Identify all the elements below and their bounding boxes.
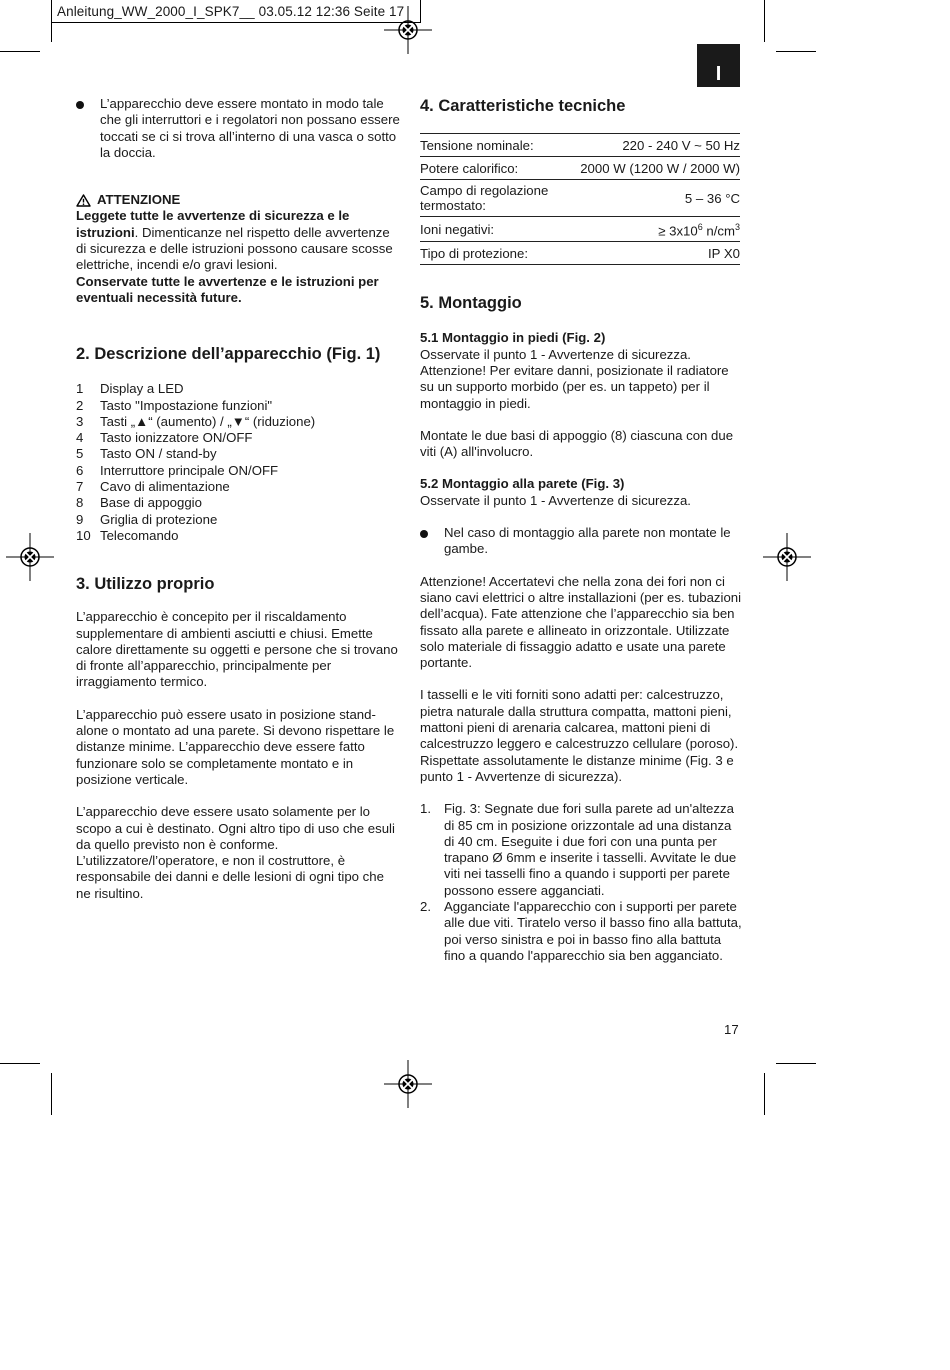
- registration-mark-icon: [763, 533, 811, 581]
- spec-label: Ioni negativi:: [420, 217, 580, 242]
- step-text: Fig. 3: Segnate due fori sulla parete ad un'altezza di 85 cm in posizione orizzontale ad una distanza di 40 cm. Eseguite i due fori con una punta per trapano Ø 6mm e inserite i tasselli. Avvitate le due viti nei tasselli fino a quando i supporti per parete possono essere agganciati.: [444, 801, 737, 898]
- step-number: 1.: [420, 801, 431, 817]
- spec-value: IP X0: [580, 242, 740, 265]
- warning-bold-text: Leggete tutte le avvertenze di sicurezza e le istruzioni: [76, 208, 350, 240]
- component-label: Griglia di protezione: [100, 511, 218, 527]
- component-number: 2: [76, 397, 84, 413]
- component-label: Display a LED: [100, 381, 184, 397]
- section-2-title: 2. Descrizione dell’apparecchio (Fig. 1): [76, 345, 381, 364]
- registration-mark-icon: [384, 6, 432, 54]
- component-list-item: [76, 446, 401, 462]
- file-header: Anleitung_WW_2000_I_SPK7__ 03.05.12 12:36 Seite 17: [57, 4, 405, 19]
- component-list-item: [76, 528, 401, 544]
- subsection-5-2-paragraph: I tasselli e le viti forniti sono adatti per: calcestruzzo, pietra naturale dalla struttura compatta, mattoni pieni, mattoni pieni di arenaria calcarea, mattoni pieni di calcestruzzo leggero e calcestruzzo cellulare (poroso). Rispettate assolutamente le distanze minime (Fig. 3 e punto 1 - Avvertenze di sicurezza).: [420, 687, 739, 784]
- component-label: Tasti „▲“ (aumento) / „▼“ (riduzione): [100, 413, 316, 429]
- language-tab-label: I: [715, 62, 722, 85]
- spec-label: Tipo di protezione:: [420, 242, 580, 265]
- crop-mark: [764, 0, 765, 42]
- component-list-item: [76, 495, 401, 511]
- crop-mark: [764, 1073, 765, 1115]
- component-list-item: [76, 512, 401, 528]
- component-number: 1: [76, 381, 84, 397]
- spec-value: 220 - 240 V ~ 50 Hz: [580, 134, 740, 157]
- step-number: 2.: [420, 899, 431, 914]
- step-text: Agganciate l'apparecchio con i supporti per parete alle due viti. Tiratelo verso il basso fino alla battuta, poi verso sinistra e poi in basso fino alla battuta fino a quando l'apparecchio sia ben agganciato.: [444, 899, 742, 963]
- warning-title: [76, 192, 401, 208]
- component-number: 6: [76, 462, 84, 478]
- page-number: 17: [724, 1022, 739, 1037]
- spec-table: [420, 133, 740, 265]
- spec-value-exponent: 6: [697, 222, 703, 232]
- spec-value: [580, 217, 740, 242]
- subsection-5-1-paragraph: Osservate il punto 1 - Avvertenze di sicurezza. Attenzione! Per evitare danni, posizionate il radiatore su un supporto morbido (per es. un tappeto) per il montaggio in piedi.: [420, 346, 729, 411]
- section-4-title: 4. Caratteristiche tecniche: [420, 97, 626, 115]
- section-5-title: 5. Montaggio: [420, 294, 522, 313]
- warning-block: [76, 192, 401, 306]
- component-label: Tasto "Impostazione funzioni": [100, 397, 273, 413]
- subsection-5-1-paragraph: Montate le due basi di appoggio (8) ciascuna con due viti (A) all'involucro.: [420, 427, 734, 460]
- registration-mark-icon: [384, 1060, 432, 1108]
- component-list-item: [76, 414, 401, 430]
- spec-value-unit-exponent: 3: [734, 222, 740, 232]
- component-number: 5: [76, 446, 84, 462]
- component-label: Tasto ionizzatore ON/OFF: [100, 430, 253, 446]
- language-tab: [697, 44, 740, 87]
- subsection-5-2-paragraph: Osservate il punto 1 - Avvertenze di sicurezza.: [420, 492, 691, 508]
- spec-row: [420, 180, 740, 217]
- spec-row: [420, 134, 740, 157]
- spec-value: 5 – 36 °C: [580, 180, 740, 217]
- section-3-paragraph: L’apparecchio è concepito per il riscaldamento supplementare di ambienti asciutti e chiusi. Emette calore direttamente su oggetti e persone che si trovano di fronte all’apparecchio, principalmente per irraggiamento termico.: [76, 609, 398, 690]
- mounting-step: [420, 801, 742, 899]
- spec-row: [420, 217, 740, 242]
- subsection-5-1-title: 5.1 Montaggio in piedi (Fig. 2): [420, 330, 606, 346]
- spec-value-unit: n/cm: [702, 223, 735, 239]
- component-label: Telecomando: [100, 527, 179, 543]
- component-label: Tasto ON / stand-by: [100, 446, 217, 462]
- section-3-paragraph: L’apparecchio deve essere usato solamente per lo scopo a cui è destinato. Ogni altro tipo di uso che esuli da quello previsto non è conforme. L’utilizzatore/l’operatore, e non il costruttore, è responsabile dei danni e delle lesioni di ogni tipo che ne risultino.: [76, 804, 395, 901]
- crop-mark: [51, 1073, 52, 1115]
- mounting-steps-list: [420, 801, 742, 964]
- warning-body-text: . Dimenticanze nel rispetto delle avvertenze di sicurezza e delle istruzioni possono causare scosse elettriche, incendi e/o gravi lesioni.: [76, 224, 393, 273]
- spec-label: Tensione nominale:: [420, 134, 580, 157]
- section-3-paragraph: L’apparecchio può essere usato in posizione stand-alone o montato ad una parete. Si devono rispettare le distanze minime. L’apparecchio deve essere fatto funzionare solo se completamente montato e in posizione verticale.: [76, 706, 395, 787]
- crop-mark: [0, 1063, 40, 1064]
- component-label: Cavo di alimentazione: [100, 479, 230, 495]
- warning-text: [76, 208, 401, 273]
- warning-triangle-icon: [76, 194, 91, 207]
- component-list: [76, 381, 401, 544]
- crop-mark: [776, 1063, 816, 1064]
- component-list-item: [76, 430, 401, 446]
- component-number: 7: [76, 479, 84, 495]
- spec-value: 2000 W (1200 W / 2000 W): [580, 157, 740, 180]
- component-number: 3: [76, 413, 84, 429]
- spec-value-base: ≥ 3x10: [658, 223, 698, 239]
- component-number: 4: [76, 430, 84, 446]
- component-label: Base di appoggio: [100, 495, 202, 511]
- section-3-title: 3. Utilizzo proprio: [76, 575, 215, 594]
- spec-row: [420, 242, 740, 265]
- spec-label: Campo di regolazione termostato:: [420, 180, 580, 217]
- component-list-item: [76, 381, 401, 397]
- component-number: 10: [76, 527, 91, 543]
- right-column: [420, 96, 742, 964]
- warning-title-text: ATTENZIONE: [97, 192, 181, 208]
- crop-mark: [51, 0, 52, 42]
- spec-row: [420, 157, 740, 180]
- registration-mark-icon: [6, 533, 54, 581]
- spec-label: Potere calorifico:: [420, 157, 580, 180]
- crop-mark: [0, 51, 40, 52]
- component-number: 8: [76, 495, 84, 511]
- subsection-5-2-paragraph: Attenzione! Accertatevi che nella zona dei fori non ci siano cavi elettrici o altre installazioni (per es. tubazioni dell’acqua). Fate attenzione che l’apparecchio sia ben fissato alla parete e allineato in orizzontale. Utilizzate solo materiale di fissaggio adatto e usate una parete portante.: [420, 573, 742, 671]
- component-list-item: [76, 463, 401, 479]
- component-label: Interruttore principale ON/OFF: [100, 462, 279, 478]
- left-column: [76, 96, 401, 902]
- subsection-5-2-bullet: Nel caso di montaggio alla parete non montate le gambe.: [420, 525, 742, 558]
- intro-bullet: L’apparecchio deve essere montato in modo tale che gli interruttori e i regolatori non possano essere toccati se ci si trova all’interno di una vasca o sotto la doccia.: [76, 96, 401, 161]
- warning-conserve-text: Conservate tutte le avvertenze e le istruzioni per eventuali necessità future.: [76, 273, 379, 305]
- crop-mark: [776, 51, 816, 52]
- component-list-item: [76, 398, 401, 414]
- component-number: 9: [76, 511, 84, 527]
- subsection-5-2-title: 5.2 Montaggio alla parete (Fig. 3): [420, 476, 625, 492]
- component-list-item: [76, 479, 401, 495]
- mounting-step: [420, 899, 742, 964]
